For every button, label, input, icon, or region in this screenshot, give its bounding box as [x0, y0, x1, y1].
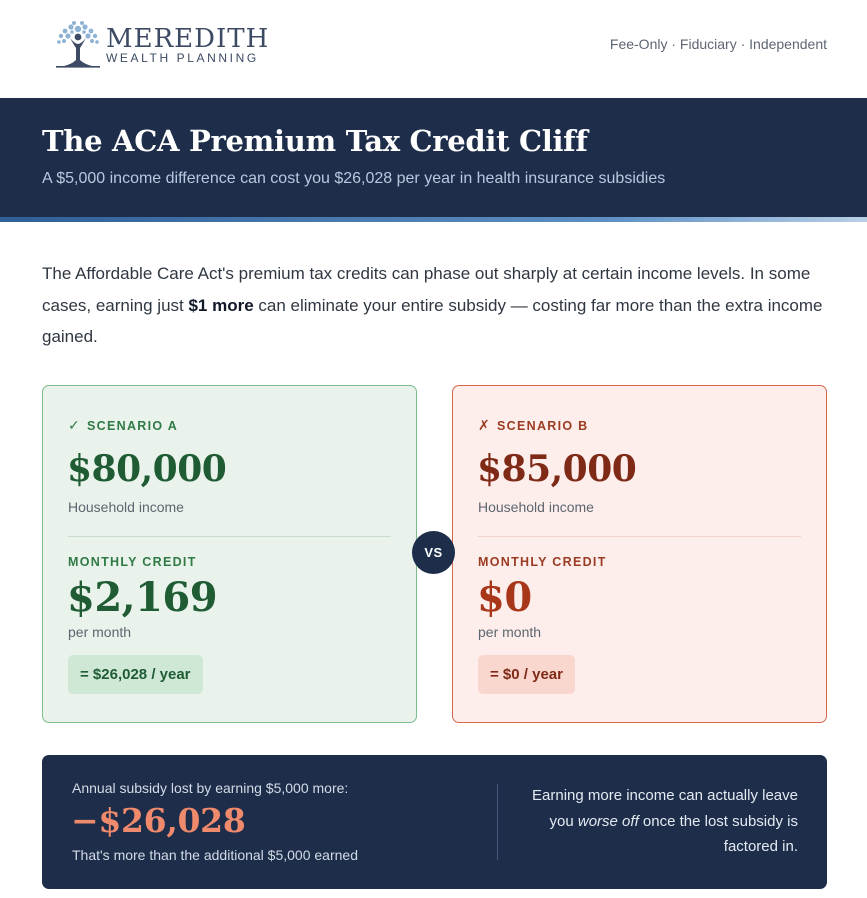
summary-divider — [497, 784, 498, 860]
card-divider — [478, 536, 801, 537]
scenario-a-label — [68, 417, 178, 434]
summary-panel — [42, 755, 827, 889]
scenario-a-credit-caption: per month — [68, 624, 132, 640]
summary-label: Annual subsidy lost by earning $5,000 more: — [72, 780, 349, 796]
scenario-a-title: SCENARIO A — [87, 419, 179, 433]
summary-explanation-end: once the lost subsidy is factored in. — [638, 812, 798, 855]
scenario-a-credit: $2,169 — [67, 574, 218, 621]
scenario-b-credit-caption: per month — [478, 624, 542, 640]
brand-logo[interactable] — [52, 20, 269, 70]
check-icon: ✓ — [68, 417, 82, 433]
scenario-b-income: $85,000 — [477, 448, 637, 490]
summary-explanation-start: Earning more income can actually leave you — [532, 787, 798, 830]
intro-text-start: The Affordable Care Act's premium tax credits can phase out sharply at certain income levels. In some cases, earning just — [42, 264, 811, 315]
scenario-b-income-caption: Household income — [478, 499, 594, 515]
top-bar — [0, 0, 867, 98]
card-divider — [68, 536, 391, 537]
summary-explanation — [508, 783, 798, 860]
scenario-a-card — [42, 385, 417, 723]
scenario-a-yearly-badge: = $26,028 / year — [68, 655, 203, 694]
scenario-a-income-caption: Household income — [68, 499, 184, 515]
summary-explanation-emphasis: worse off — [577, 812, 639, 830]
intro-text-end: can eliminate your entire subsidy — costing far more than the extra income gained. — [42, 295, 823, 346]
scenario-a-credit-label: MONTHLY CREDIT — [68, 555, 197, 569]
intro-emphasis: $1 more — [188, 295, 254, 315]
scenario-a-income: $80,000 — [67, 448, 227, 490]
scenario-b-card — [452, 385, 827, 723]
summary-note: That's more than the additional $5,000 earned — [72, 847, 358, 863]
scenario-b-yearly-badge: = $0 / year — [478, 655, 575, 694]
page-subtitle: A $5,000 income difference can cost you $26,028 per year in health insurance subsidies — [42, 170, 666, 187]
brand-name: MEREDITH — [106, 24, 270, 54]
cross-icon: ✗ — [478, 417, 492, 433]
scenario-b-title: SCENARIO B — [497, 419, 589, 433]
brand-tagline: Fee-Only · Fiduciary · Independent — [609, 36, 827, 52]
versus-badge: VS — [412, 531, 455, 574]
scenario-b-credit: $0 — [477, 574, 532, 621]
intro-paragraph — [42, 258, 834, 353]
hero-accent-rule — [0, 217, 867, 222]
tree-person-icon — [52, 20, 104, 70]
page-title: The ACA Premium Tax Credit Cliff — [42, 124, 588, 158]
summary-loss-value: −$26,028 — [71, 801, 246, 840]
scenario-b-label — [478, 417, 589, 434]
scenario-b-credit-label: MONTHLY CREDIT — [478, 555, 607, 569]
brand-subtitle: WEALTH PLANNING — [106, 51, 259, 65]
